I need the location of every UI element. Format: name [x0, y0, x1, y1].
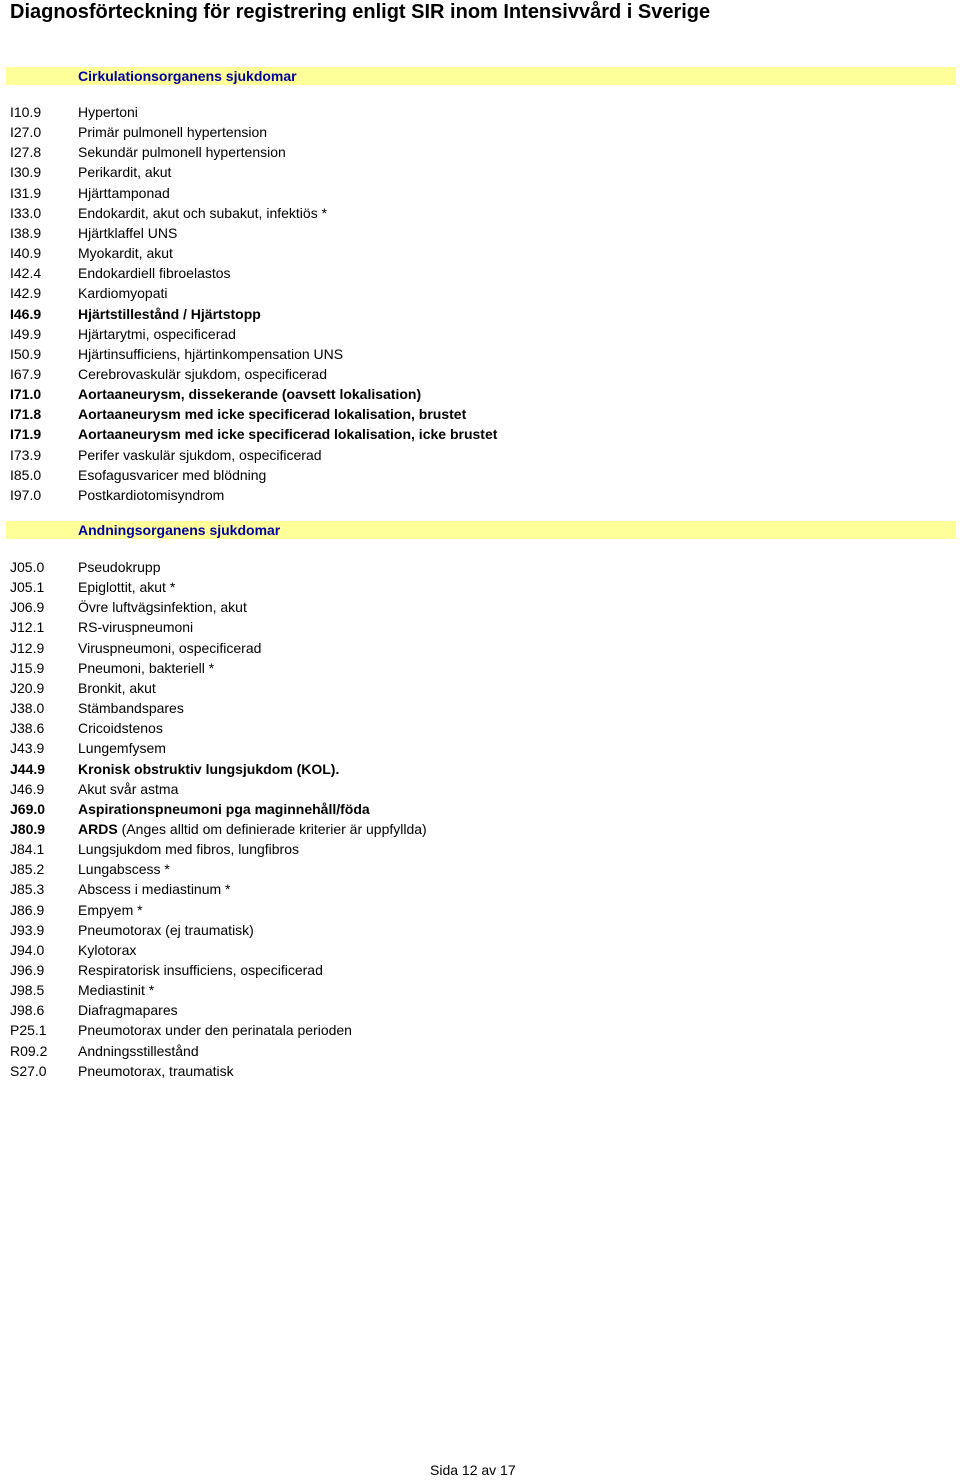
diagnosis-row [0, 344, 960, 364]
diagnosis-description: Lungabscess * [78, 861, 170, 878]
diagnosis-code: J86.9 [10, 901, 45, 918]
diagnosis-row [0, 779, 960, 799]
diagnosis-row [0, 617, 960, 637]
section-header-circulatory [6, 67, 956, 85]
diagnosis-code: J12.9 [10, 639, 45, 656]
diagnosis-row [0, 142, 960, 162]
diagnosis-code: I73.9 [10, 446, 42, 463]
diagnosis-row [0, 162, 960, 182]
diagnosis-description [78, 819, 427, 839]
diagnosis-description: Epiglottit, akut * [78, 579, 176, 596]
diagnosis-description: RS-viruspneumoni [78, 619, 194, 636]
diagnosis-code: R09.2 [10, 1042, 48, 1059]
diagnosis-description: Aortaaneurysm, dissekerande (oavsett lokalisation) [78, 386, 422, 403]
page-number: Sida 12 av 17 [430, 1462, 516, 1478]
diagnosis-row [0, 1041, 960, 1061]
diagnosis-description: Postkardiotomisyndrom [78, 486, 225, 503]
diagnosis-row [0, 718, 960, 738]
diagnosis-description: Hjärtinsufficiens, hjärtinkompensation UNS [78, 345, 344, 362]
diagnosis-description: Pneumotorax, traumatisk [78, 1062, 234, 1079]
diagnosis-code: I27.0 [10, 124, 42, 141]
diagnosis-code: J06.9 [10, 599, 45, 616]
diagnosis-row [0, 839, 960, 859]
diagnosis-description: Pneumotorax under den perinatala perioden [78, 1022, 352, 1039]
diagnosis-code: J38.0 [10, 700, 45, 717]
diagnosis-code: J20.9 [10, 679, 45, 696]
diagnosis-code: I38.9 [10, 224, 42, 241]
diagnosis-description: Diafragmapares [78, 1002, 178, 1019]
diagnosis-row [0, 799, 960, 819]
diagnosis-description: Respiratorisk insufficiens, ospecificerad [78, 962, 323, 978]
diagnosis-row [0, 940, 960, 960]
diagnosis-code: J43.9 [10, 740, 45, 757]
diagnosis-code: I71.8 [10, 406, 42, 423]
diagnosis-row [0, 465, 960, 485]
diagnosis-description: Aspirationspneumoni pga maginnehåll/föda [78, 800, 370, 817]
diagnosis-row [0, 324, 960, 344]
diagnosis-row [0, 122, 960, 142]
diagnosis-description: Sekundär pulmonell hypertension [78, 144, 286, 161]
diagnosis-description: Hjärtarytmi, ospecificerad [78, 325, 236, 342]
diagnosis-code: J44.9 [10, 760, 46, 777]
diagnosis-code: J96.9 [10, 962, 45, 978]
diagnosis-row [0, 203, 960, 223]
diagnosis-code: S27.0 [10, 1062, 47, 1079]
diagnosis-description: Empyem * [78, 901, 143, 918]
diagnosis-description: Hjärtklaffel UNS [78, 224, 178, 241]
diagnosis-row [0, 485, 960, 505]
diagnosis-code: I97.0 [10, 486, 42, 503]
diagnosis-description-rest: (Anges alltid om definierade kriterier är uppfyllda) [121, 820, 427, 837]
diagnosis-row [0, 445, 960, 465]
diagnosis-description: Lungemfysem [78, 740, 166, 757]
diagnosis-row [0, 678, 960, 698]
diagnosis-description: Aortaaneurysm med icke specificerad lokalisation, icke brustet [78, 426, 498, 443]
section-header-respiratory [6, 521, 956, 539]
diagnosis-row [0, 404, 960, 424]
diagnosis-code: I50.9 [10, 345, 42, 362]
diagnosis-code: J85.3 [10, 881, 45, 898]
diagnosis-row [0, 597, 960, 617]
diagnosis-row [0, 759, 960, 779]
diagnosis-code: J69.0 [10, 800, 46, 817]
diagnosis-description: Akut svår astma [78, 780, 179, 797]
diagnosis-code: I31.9 [10, 184, 42, 201]
diagnosis-code: I33.0 [10, 204, 42, 221]
diagnosis-description: Hjärtstillestånd / Hjärtstopp [78, 305, 261, 322]
diagnosis-row [0, 424, 960, 444]
diagnosis-row [0, 920, 960, 940]
diagnosis-description: Hypertoni [78, 104, 138, 120]
diagnosis-description: Stämbandspares [78, 700, 184, 717]
diagnosis-row [0, 980, 960, 1000]
diagnosis-row [0, 183, 960, 203]
diagnosis-code: I30.9 [10, 164, 42, 181]
diagnosis-row [0, 819, 960, 839]
diagnosis-description: Perikardit, akut [78, 164, 172, 181]
diagnosis-description: Pneumoni, bakteriell * [78, 659, 215, 676]
diagnosis-row [0, 1000, 960, 1020]
diagnosis-description: Cricoidstenos [78, 720, 163, 737]
diagnosis-description: Perifer vaskulär sjukdom, ospecificerad [78, 446, 322, 463]
document-title: Diagnosförteckning för registrering enligt SIR inom Intensivvård i Sverige [10, 1, 711, 23]
diagnosis-row [0, 384, 960, 404]
diagnosis-description: Esofagusvaricer med blödning [78, 466, 267, 483]
diagnosis-description: Kardiomyopati [78, 285, 168, 302]
diagnosis-row [0, 304, 960, 324]
section-title: Andningsorganens sjukdomar [78, 522, 281, 538]
diagnosis-code: P25.1 [10, 1022, 47, 1039]
diagnosis-description: Aortaaneurysm med icke specificerad lokalisation, brustet [78, 406, 467, 423]
diagnosis-code: I42.9 [10, 285, 42, 302]
diagnosis-row [0, 1061, 960, 1081]
section-title: Cirkulationsorganens sjukdomar [78, 68, 297, 84]
diagnosis-description: Mediastinit * [78, 982, 155, 999]
diagnosis-row [0, 243, 960, 263]
diagnosis-row [0, 263, 960, 283]
diagnosis-row [0, 859, 960, 879]
diagnosis-code: J85.2 [10, 861, 45, 878]
diagnosis-row [0, 738, 960, 758]
diagnosis-code: J98.5 [10, 982, 45, 999]
diagnosis-row [0, 283, 960, 303]
diagnosis-row [0, 557, 960, 577]
diagnosis-row [0, 223, 960, 243]
diagnosis-description: Endokardiell fibroelastos [78, 265, 231, 282]
diagnosis-code: I42.4 [10, 265, 42, 282]
diagnosis-description: Lungsjukdom med fibros, lungfibros [78, 841, 300, 858]
diagnosis-code: I27.8 [10, 144, 42, 161]
diagnosis-code: I67.9 [10, 365, 42, 382]
diagnosis-row [0, 658, 960, 678]
diagnosis-description: Endokardit, akut och subakut, infektiös * [78, 204, 328, 221]
diagnosis-description: Bronkit, akut [78, 679, 156, 696]
diagnosis-code: J46.9 [10, 780, 45, 797]
diagnosis-row [0, 1020, 960, 1040]
diagnosis-code: J94.0 [10, 941, 45, 958]
diagnosis-description: Kronisk obstruktiv lungsjukdom (KOL). [78, 760, 340, 777]
diagnosis-description: Övre luftvägsinfektion, akut [78, 599, 247, 616]
diagnosis-row [0, 698, 960, 718]
diagnosis-row [0, 364, 960, 384]
diagnosis-code: J05.0 [10, 559, 45, 575]
diagnosis-code: J98.6 [10, 1002, 45, 1019]
diagnosis-code: I49.9 [10, 325, 42, 342]
diagnosis-description: Pneumotorax (ej traumatisk) [78, 921, 254, 938]
diagnosis-code: I46.9 [10, 305, 42, 322]
diagnosis-code: I71.0 [10, 386, 42, 403]
diagnosis-code: I71.9 [10, 426, 42, 443]
diagnosis-code: I85.0 [10, 466, 42, 483]
diagnosis-code: I10.9 [10, 104, 42, 120]
diagnosis-description: Hjärttamponad [78, 184, 170, 201]
diagnosis-code: J15.9 [10, 659, 45, 676]
diagnosis-code: J38.6 [10, 720, 45, 737]
diagnosis-code: J84.1 [10, 841, 45, 858]
diagnosis-code: J05.1 [10, 579, 45, 596]
diagnosis-description: Pseudokrupp [78, 559, 161, 575]
diagnosis-row [0, 577, 960, 597]
diagnosis-row [0, 879, 960, 899]
diagnosis-code: I40.9 [10, 245, 42, 262]
diagnosis-row [0, 638, 960, 658]
diagnosis-row [0, 102, 960, 122]
diagnosis-description: Viruspneumoni, ospecificerad [78, 639, 262, 656]
diagnosis-description: Primär pulmonell hypertension [78, 124, 268, 141]
diagnosis-description: Andningsstillestånd [78, 1042, 199, 1059]
diagnosis-description: Myokardit, akut [78, 245, 173, 262]
diagnosis-row [0, 960, 960, 980]
diagnosis-code: J93.9 [10, 921, 45, 938]
diagnosis-description: Abscess i mediastinum * [78, 881, 231, 898]
diagnosis-description-bold-prefix: ARDS [78, 820, 118, 837]
diagnosis-description: Kylotorax [78, 941, 137, 958]
diagnosis-code: J80.9 [10, 820, 46, 837]
diagnosis-row [0, 900, 960, 920]
diagnosis-code: J12.1 [10, 619, 45, 636]
diagnosis-description: Cerebrovaskulär sjukdom, ospecificerad [78, 365, 327, 382]
